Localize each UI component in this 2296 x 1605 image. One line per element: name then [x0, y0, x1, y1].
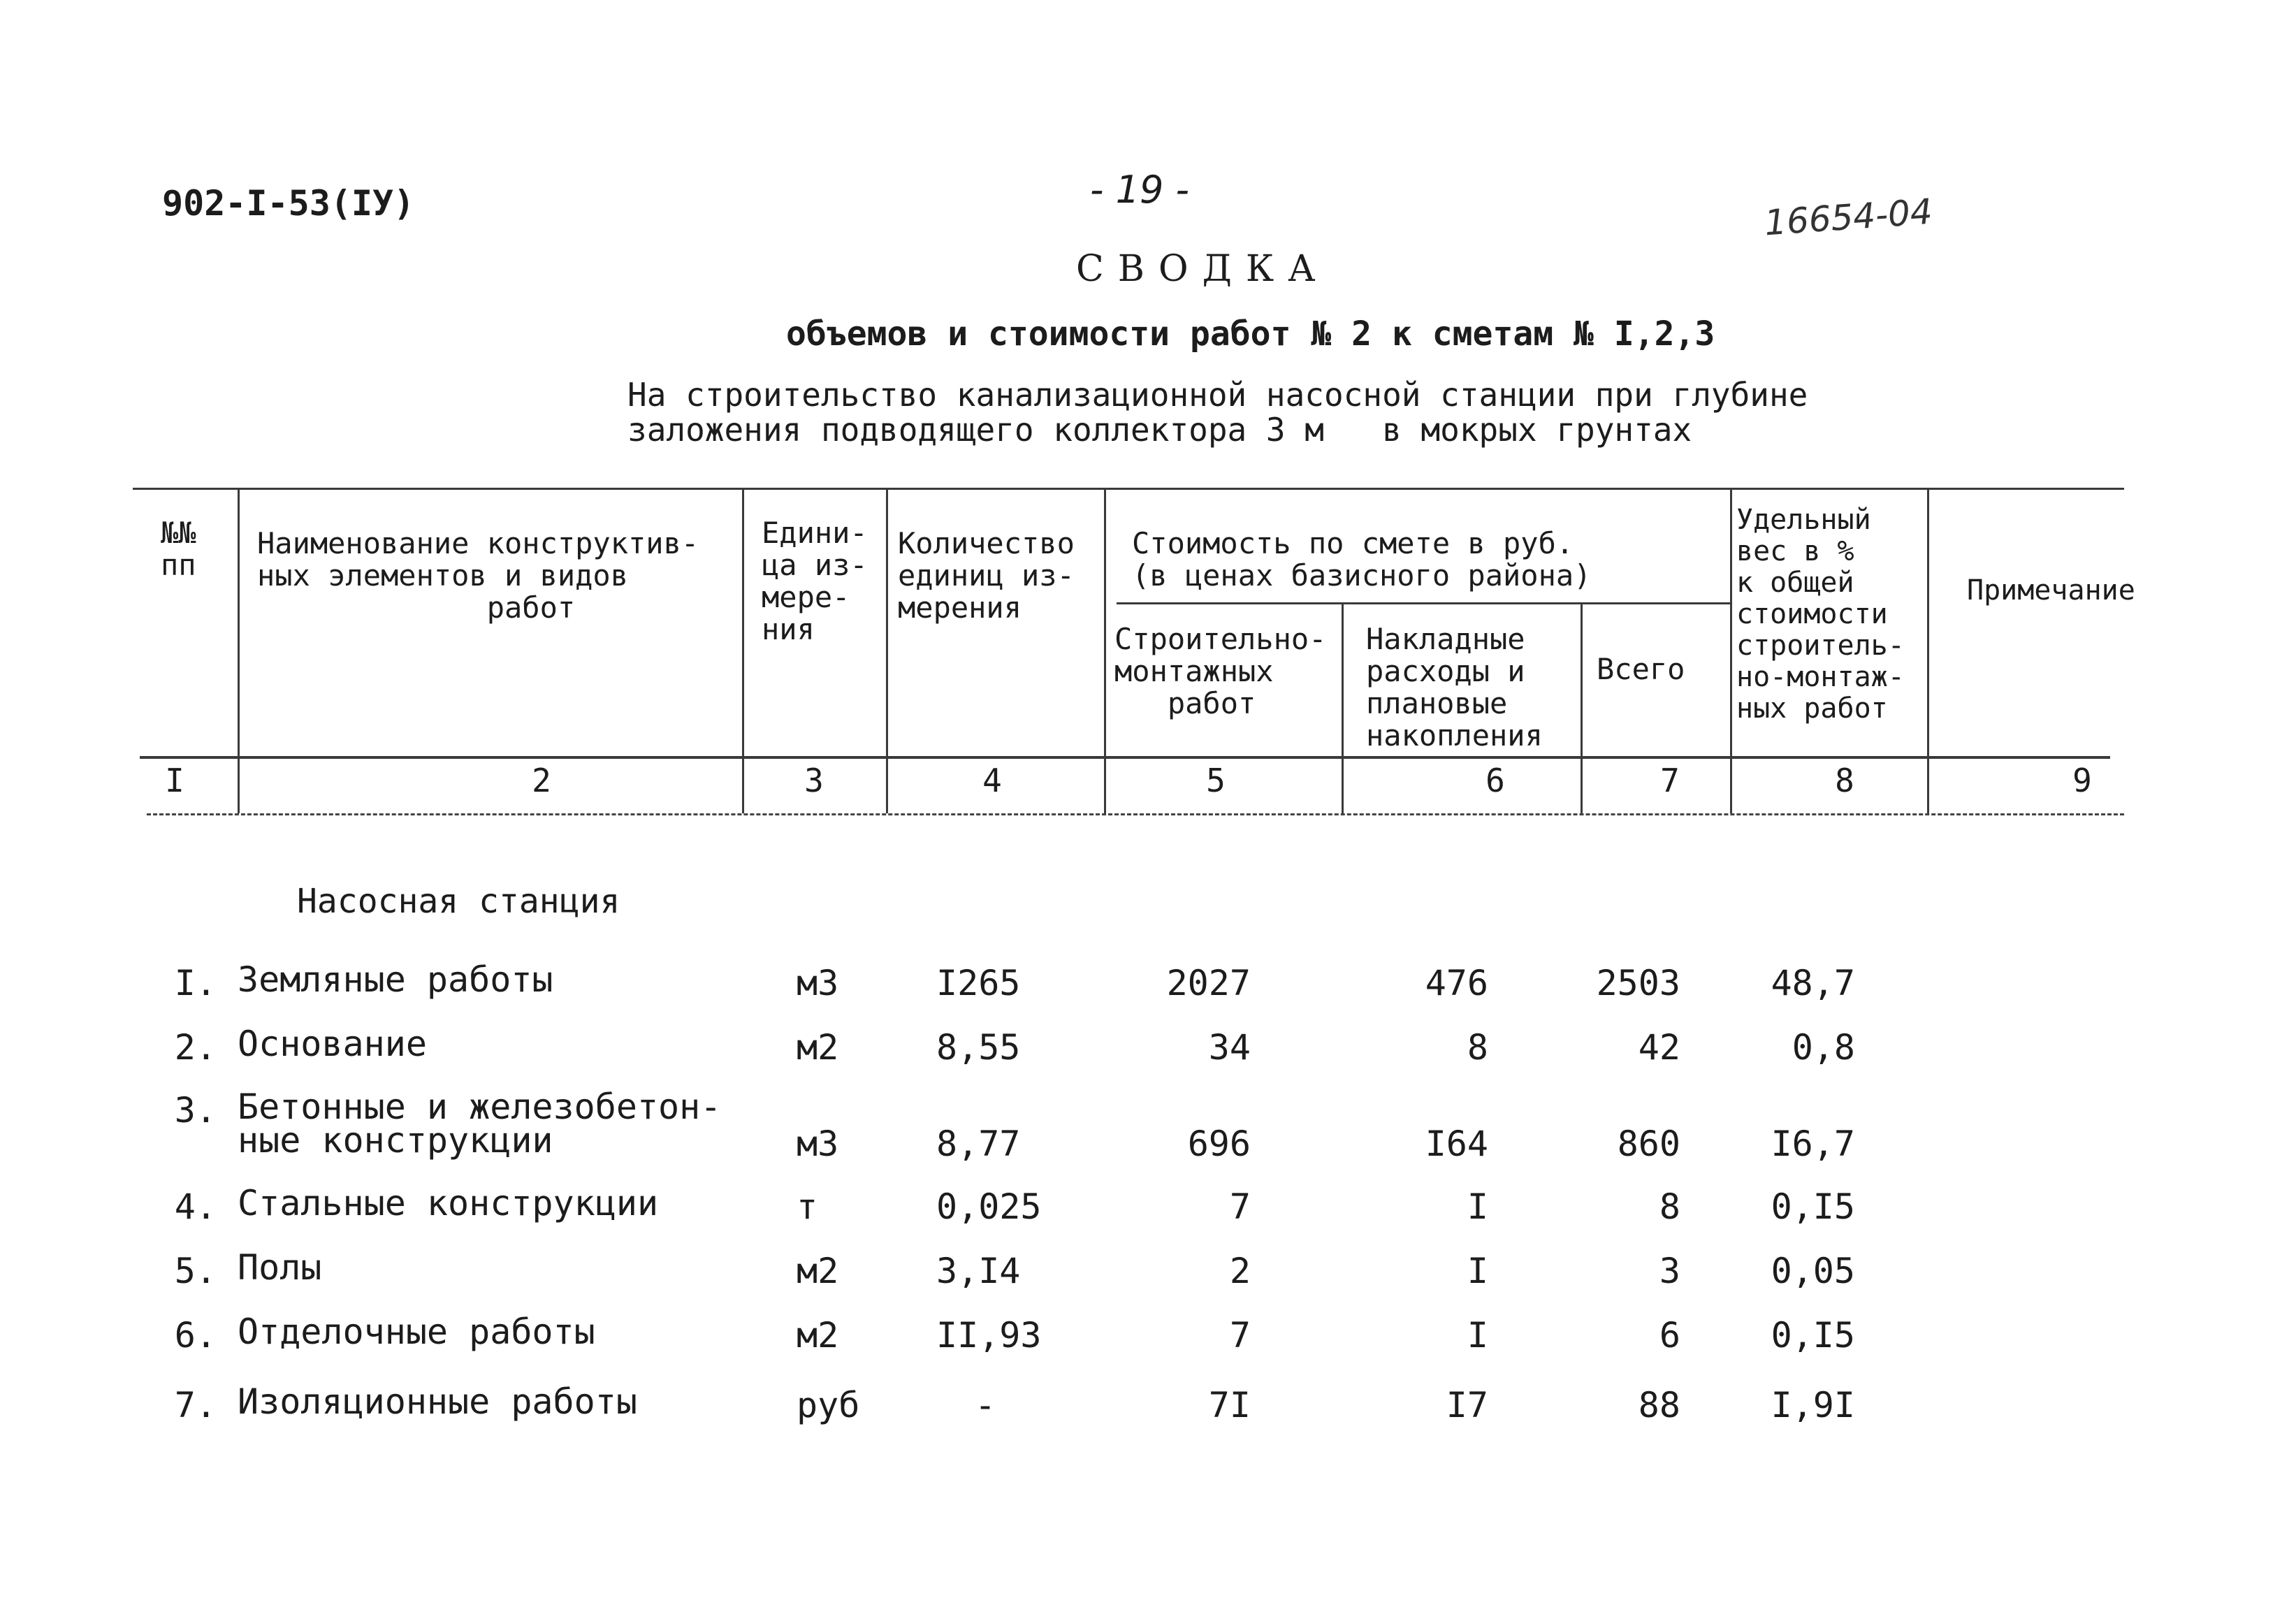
row-total-cost: 860: [1617, 1124, 1680, 1164]
row-quantity: I265: [936, 963, 1021, 1003]
section-title: Насосная станция: [297, 882, 620, 921]
row-total-cost: 6: [1659, 1315, 1680, 1356]
header-bottom-rule: [140, 756, 2110, 759]
col-divider-6: [1581, 602, 1583, 813]
row-unit: т: [797, 1186, 818, 1227]
row-quantity: -: [975, 1385, 996, 1425]
header-col-9: Примечание: [1967, 574, 2135, 607]
column-number-2: 2: [532, 762, 551, 799]
header-col-8: Удельный вес в % к общей стоимости строитель- но-монтаж- ных работ: [1736, 504, 1905, 725]
row-number: 7.: [174, 1385, 217, 1425]
header-col-7: Всего: [1597, 652, 1685, 686]
col-divider-3: [886, 489, 888, 813]
row-smr-cost: 696: [1187, 1124, 1251, 1164]
row-overhead-cost: 476: [1425, 963, 1488, 1003]
row-total-cost: 3: [1659, 1251, 1680, 1291]
row-name: Земляные работы: [238, 959, 553, 1000]
row-share: 0,05: [1771, 1251, 1855, 1291]
header-col-4: Количество единиц из- мерения: [898, 526, 1075, 625]
row-quantity: 8,77: [936, 1124, 1021, 1164]
row-name: Бетонные и железобетон- ные конструкции: [238, 1087, 722, 1161]
col-divider-7: [1730, 489, 1732, 813]
column-number-6: 6: [1485, 762, 1505, 799]
row-overhead-cost: I: [1467, 1315, 1488, 1356]
page-number: - 19 -: [1090, 168, 1190, 212]
row-total-cost: 2503: [1596, 963, 1680, 1003]
row-name: Отделочные работы: [238, 1312, 595, 1352]
row-overhead-cost: I64: [1425, 1124, 1488, 1164]
row-share: 0,8: [1792, 1027, 1855, 1068]
colnum-bottom-rule: [147, 813, 2124, 815]
column-number-8: 8: [1835, 762, 1854, 799]
row-number: 4.: [174, 1186, 217, 1227]
row-smr-cost: 7: [1229, 1186, 1251, 1227]
row-quantity: II,93: [936, 1315, 1042, 1356]
handwritten-doc-number: 16654-04: [1763, 191, 1934, 244]
cost-group-rule: [1117, 602, 1731, 604]
column-number-5: 5: [1206, 762, 1226, 799]
col-divider-2: [742, 489, 744, 813]
row-unit: руб: [797, 1385, 860, 1425]
column-number-7: 7: [1660, 762, 1680, 799]
document-title: СВОДКА: [1076, 248, 1330, 290]
row-total-cost: 42: [1638, 1027, 1680, 1068]
row-smr-cost: 34: [1208, 1027, 1251, 1068]
row-name: Полы: [238, 1247, 322, 1288]
row-share: I,9I: [1771, 1385, 1855, 1425]
header-col-3: Едини- ца из- мере- ния: [762, 516, 868, 646]
row-overhead-cost: I: [1467, 1186, 1488, 1227]
row-number: I.: [174, 963, 217, 1003]
row-number: 2.: [174, 1027, 217, 1068]
row-smr-cost: 2027: [1166, 963, 1251, 1003]
header-cost-group: Стоимость по смете в руб. (в ценах базисного района): [1132, 526, 1592, 593]
row-overhead-cost: 8: [1467, 1027, 1488, 1068]
row-total-cost: 8: [1659, 1186, 1680, 1227]
row-overhead-cost: I7: [1446, 1385, 1488, 1425]
row-quantity: 8,55: [936, 1027, 1021, 1068]
header-col-5: Строительно- монтажных работ: [1114, 622, 1327, 720]
row-name: Стальные конструкции: [238, 1183, 659, 1223]
row-share: 48,7: [1771, 963, 1855, 1003]
row-quantity: 0,025: [936, 1186, 1042, 1227]
column-number-9: 9: [2072, 762, 2092, 799]
document-code: 902-I-53(IУ): [162, 183, 415, 224]
row-smr-cost: 2: [1229, 1251, 1251, 1291]
row-share: I6,7: [1771, 1124, 1855, 1164]
header-col-2: Наименование конструктив- ных элементов и видов работ: [257, 526, 699, 625]
row-unit: м2: [797, 1251, 839, 1291]
row-number: 3.: [174, 1090, 217, 1131]
document-description: На строительство канализационной насосной станции при глубине заложения подводящего коллектора 3 м в мокрых грунтах: [627, 376, 1808, 449]
col-divider-5: [1342, 602, 1344, 813]
row-total-cost: 88: [1638, 1385, 1680, 1425]
col-divider-1: [238, 489, 240, 813]
row-name: Изоляционные работы: [238, 1381, 637, 1422]
row-share: 0,I5: [1771, 1186, 1855, 1227]
header-col-6: Накладные расходы и плановые накопления: [1366, 622, 1543, 753]
column-number-4: 4: [982, 762, 1002, 799]
row-smr-cost: 7: [1229, 1315, 1251, 1356]
row-unit: м3: [797, 963, 839, 1003]
row-unit: м3: [797, 1124, 839, 1164]
header-col-1: №№ пп: [161, 516, 196, 582]
row-overhead-cost: I: [1467, 1251, 1488, 1291]
row-unit: м2: [797, 1315, 839, 1356]
row-unit: м2: [797, 1027, 839, 1068]
table-top-rule: [133, 488, 2124, 490]
column-number-1: I: [165, 762, 184, 799]
row-number: 5.: [174, 1251, 217, 1291]
row-share: 0,I5: [1771, 1315, 1855, 1356]
col-divider-8: [1927, 489, 1929, 813]
column-number-3: 3: [804, 762, 824, 799]
row-quantity: 3,I4: [936, 1251, 1021, 1291]
row-number: 6.: [174, 1315, 217, 1356]
row-name: Основание: [238, 1024, 427, 1064]
row-smr-cost: 7I: [1208, 1385, 1251, 1425]
document-subtitle: объемов и стоимости работ № 2 к сметам № I,2,3: [786, 314, 1715, 354]
col-divider-4: [1104, 489, 1106, 813]
